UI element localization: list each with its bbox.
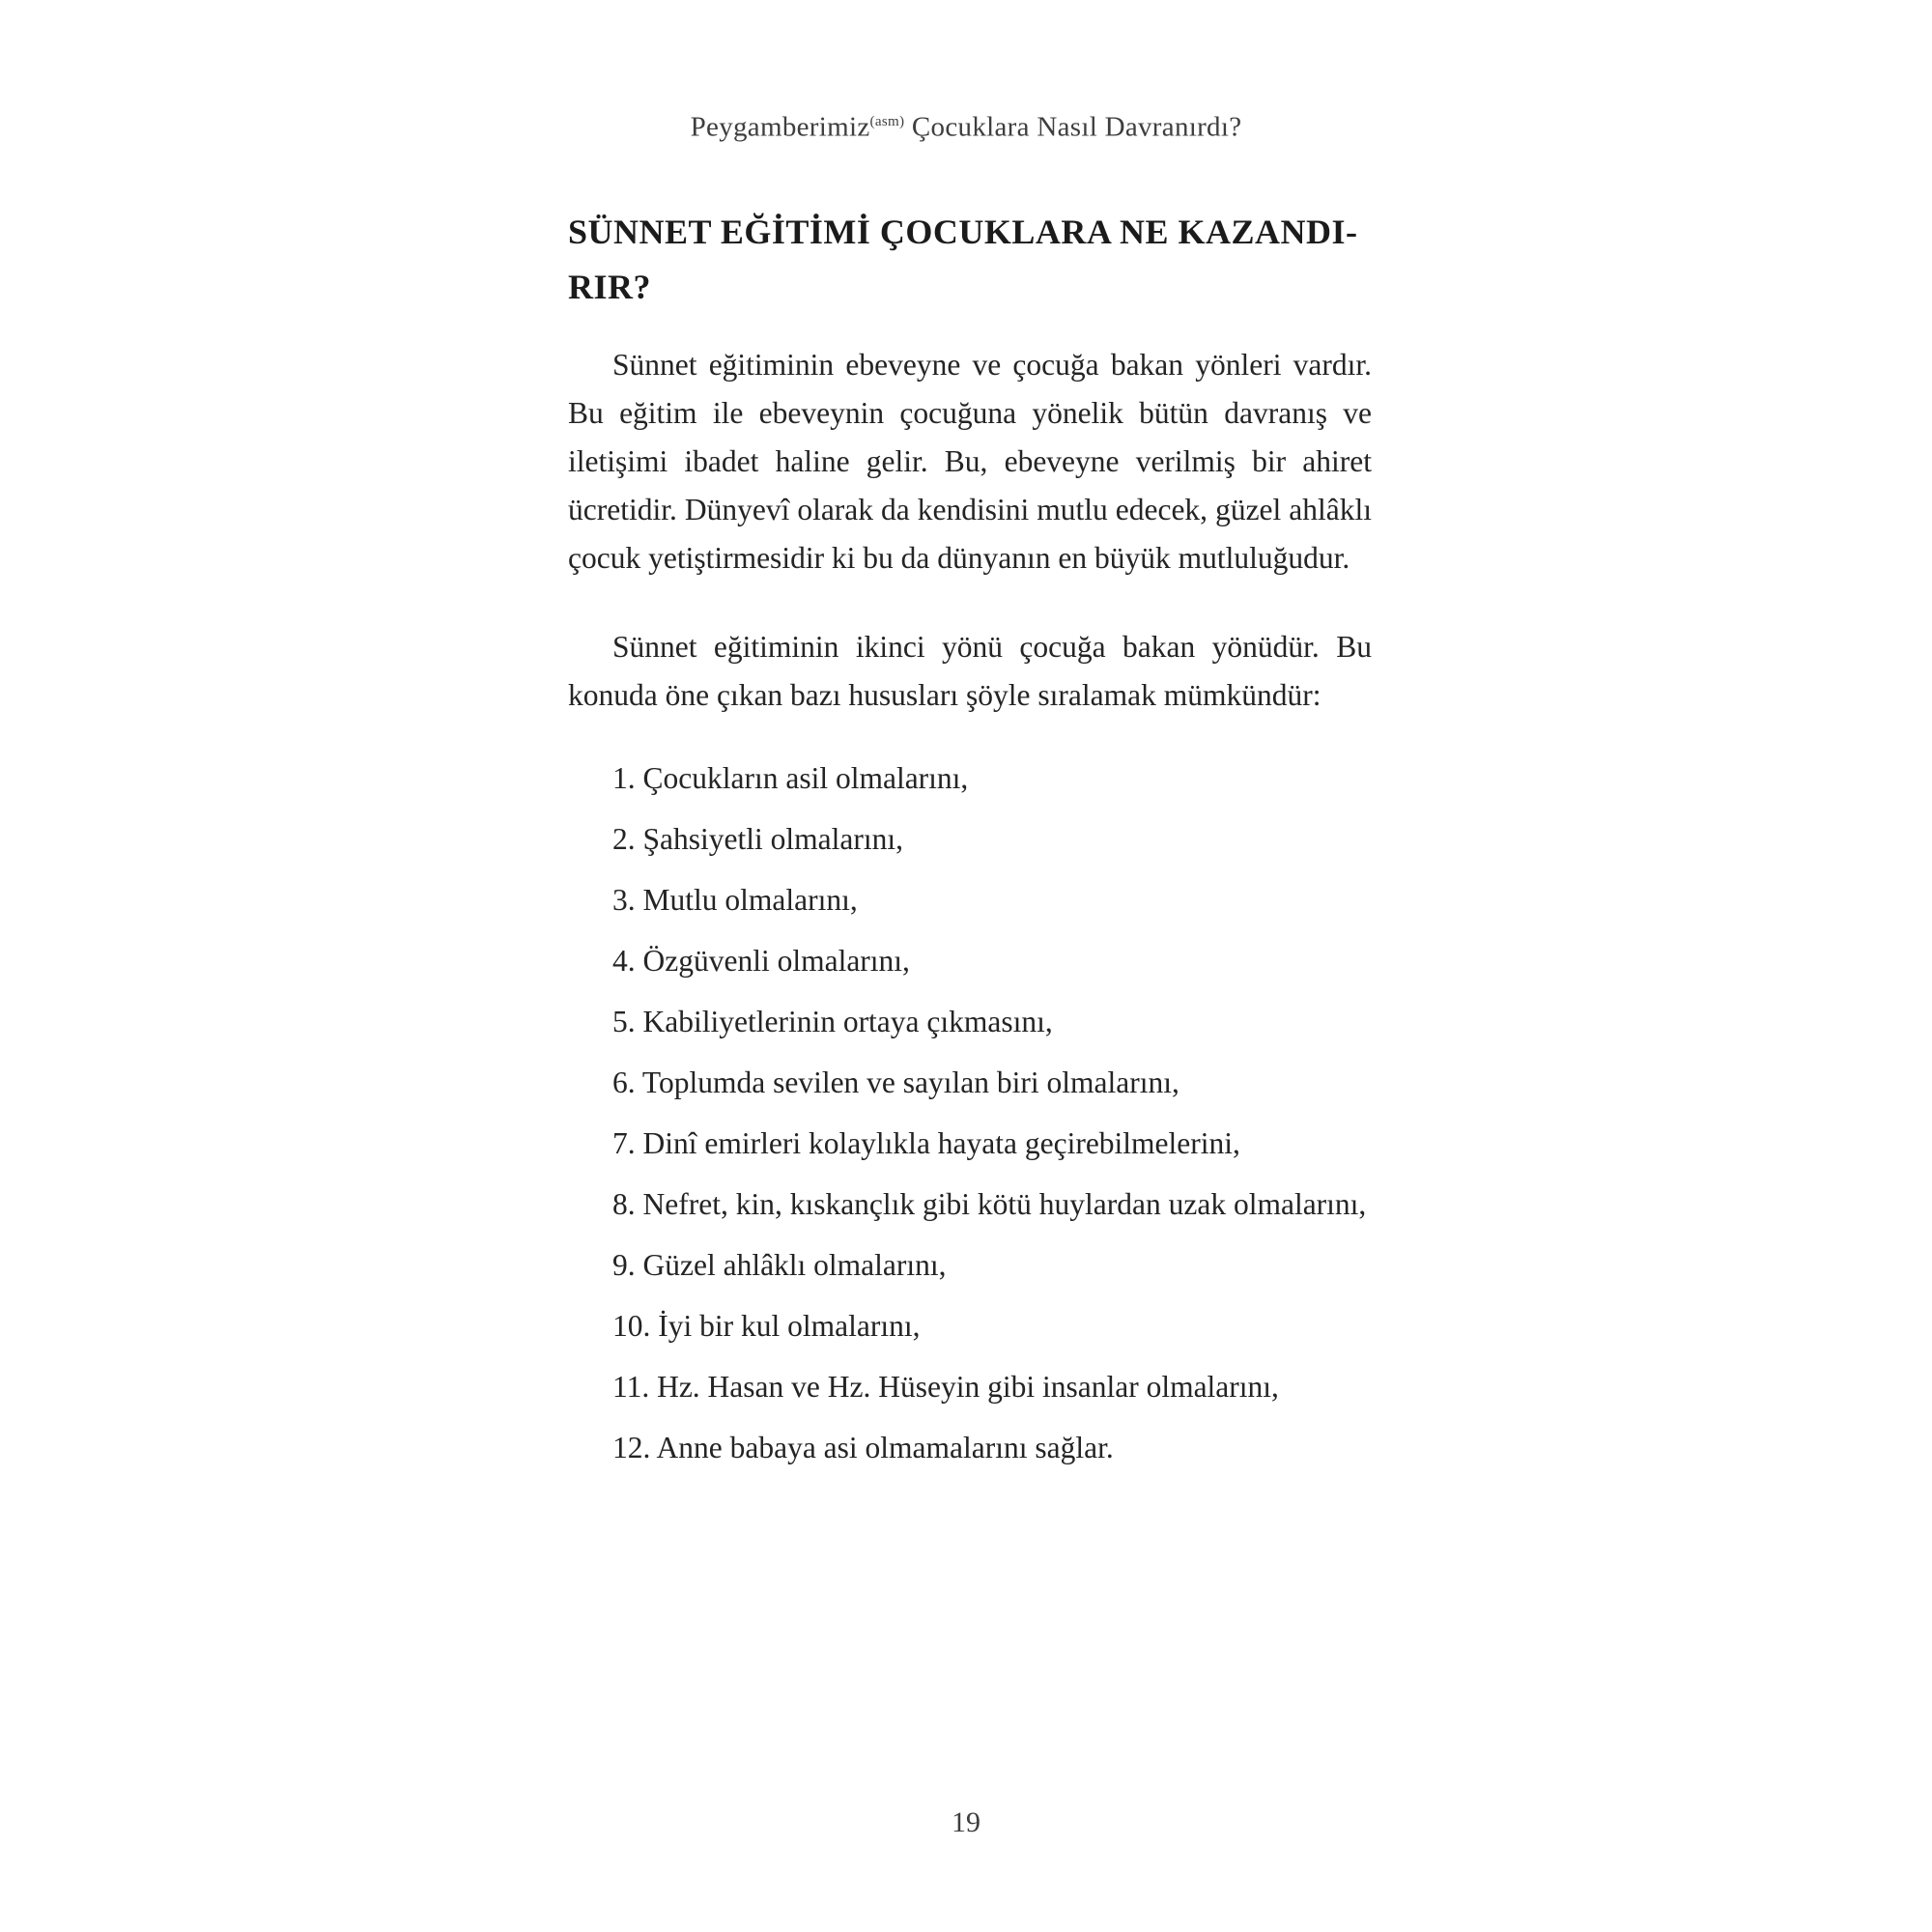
section-heading-line-2: RIR? — [568, 268, 652, 306]
list-item: 9. Güzel ahlâklı olmalarını, — [612, 1248, 947, 1282]
running-header — [0, 104, 1932, 145]
list-item: 12. Anne babaya asi olmamalarını sağlar. — [612, 1431, 1114, 1464]
list-item: 5. Kabiliyetlerinin ortaya çıkmasını, — [612, 1005, 1053, 1038]
list-item: 3. Mutlu olmalarını, — [612, 883, 858, 917]
list-item: 11. Hz. Hasan ve Hz. Hüseyin gibi insanlar olmalarını, — [612, 1370, 1279, 1404]
list-item: 2. Şahsiyetli olmalarını, — [612, 822, 903, 856]
section-heading-line-1: SÜNNET EĞİTİMİ ÇOCUKLARA NE KAZANDI- — [568, 213, 1358, 251]
section-heading — [568, 205, 1372, 315]
list-item: 10. İyi bir kul olmalarını, — [612, 1309, 921, 1343]
list-item: 8. Nefret, kin, kıskançlık gibi kötü huylardan uzak olmalarını, — [612, 1187, 1367, 1221]
running-header-subtitle: Çocuklara Nasıl Davranırdı? — [904, 111, 1242, 143]
list-item: 6. Toplumda sevilen ve sayılan biri olmalarını, — [612, 1065, 1179, 1099]
page-number: 19 — [952, 1806, 980, 1838]
body-paragraph: Sünnet eğitiminin ebeveyne ve çocuğa bakan yönleri vardır. Bu eğitim ile ebeveynin çocuğuna yönelik bütün davranış ve iletişimi ibadet haline gelir. Bu, ebeveyne verilmiş bir ahiret ücretidir. Dünyevî olarak da kendisini mutlu edecek, güzel ahlâklı çocuk yetiştirmesidir ki bu da dünyanın en büyük mutluluğudur. — [568, 348, 1372, 575]
running-header-title: Peygamberimiz — [690, 111, 870, 143]
list-item: 1. Çocukların asil olmalarını, — [612, 761, 969, 795]
numbered-list — [568, 754, 1372, 1472]
running-header-superscript: (asm) — [869, 114, 905, 129]
list-item: 7. Dinî emirleri kolaylıkla hayata geçirebilmelerini, — [612, 1126, 1240, 1160]
page-content — [568, 205, 1372, 1472]
list-item: 4. Özgüvenli olmalarını, — [612, 944, 910, 978]
body-paragraph: Sünnet eğitiminin ikinci yönü çocuğa bakan yönüdür. Bu konuda öne çıkan bazı hususları şöyle sıralamak mümkündür: — [568, 630, 1372, 712]
